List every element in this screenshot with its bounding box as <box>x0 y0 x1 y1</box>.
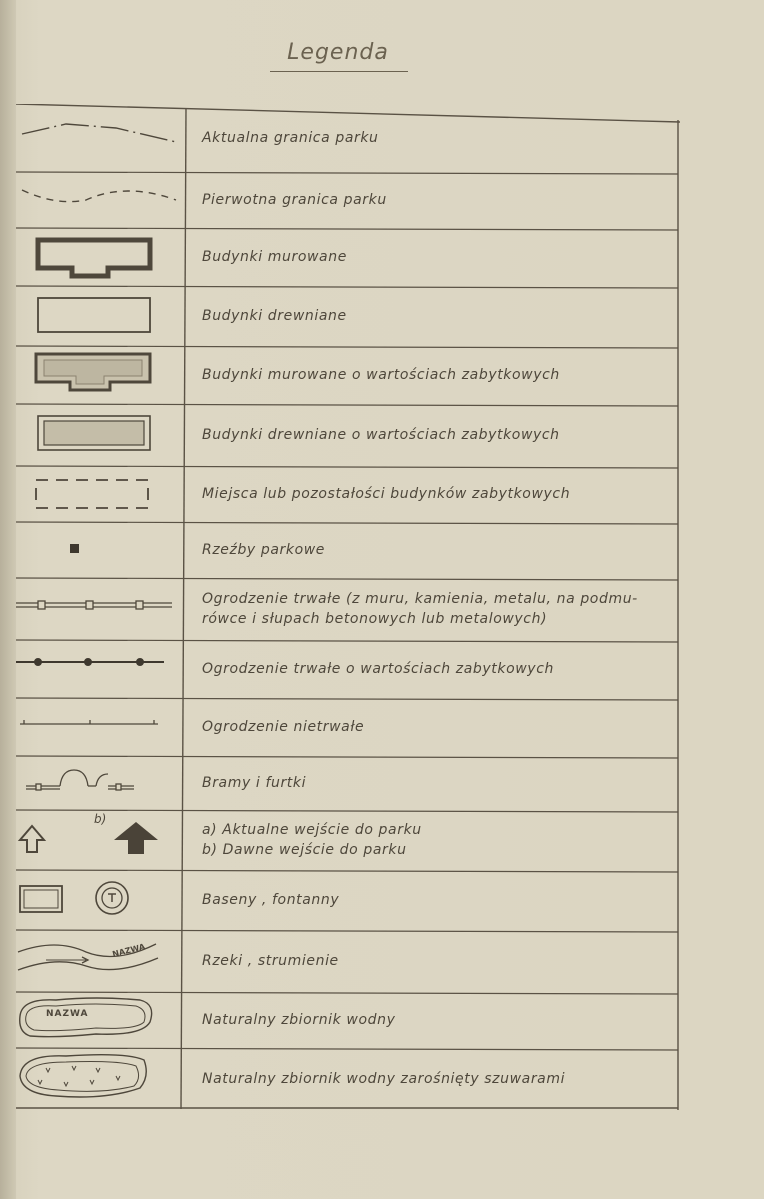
legend-label <box>202 578 676 640</box>
wooden-building-icon <box>16 286 182 346</box>
legend-label: Aktualna granica parku <box>202 130 379 146</box>
legend-row-pond <box>16 992 680 1048</box>
legend-row-reedy-pond <box>16 1048 680 1110</box>
legend-label: Pierwotna granica parku <box>202 192 387 208</box>
legend-label: Budynki drewniane o wartościach zabytkowych <box>202 427 560 443</box>
legend-row-historic-remains <box>16 466 680 522</box>
legend-label: Naturalny zbiornik wodny <box>202 1012 396 1028</box>
entrance-b-mark: b) <box>94 812 107 826</box>
legend-label: Rzeźby parkowe <box>202 542 326 558</box>
legend-label-line: rówce i słupach betonowych lub metalowych) <box>202 611 548 627</box>
legend-row-masonry-buildings <box>16 228 680 286</box>
legend-row-gates <box>16 756 680 810</box>
legend-label-line: a) Aktualne wejście do parku <box>202 822 422 838</box>
river-icon <box>16 930 182 992</box>
legend-label <box>202 810 676 870</box>
pool-fountain-icon <box>16 870 182 930</box>
historic-wooden-building-icon <box>16 404 182 466</box>
legend-label: Naturalny zbiornik wodny zarośnięty szuwarami <box>202 1071 566 1087</box>
legend-row-historic-wooden <box>16 404 680 466</box>
legend-row-permanent-fence <box>16 578 680 640</box>
legend-label-line: b) Dawne wejście do parku <box>202 842 407 858</box>
legend-row-historic-masonry <box>16 346 680 404</box>
page-title: Legenda <box>287 40 389 65</box>
pond-name-label: NAZWA <box>46 1009 89 1019</box>
legend-label: Ogrodzenie trwałe o wartościach zabytkowych <box>202 661 554 677</box>
permanent-fence-icon <box>16 578 182 640</box>
historic-site-remains-icon <box>16 466 182 522</box>
legend-row-original-boundary <box>16 172 680 228</box>
legend-label: Budynki murowane <box>202 249 347 265</box>
legend-row-temporary-fence <box>16 698 680 756</box>
gate-icon <box>16 756 182 810</box>
boundary-original-icon <box>16 172 182 228</box>
legend-row-historic-fence <box>16 640 680 698</box>
historic-masonry-building-icon <box>16 346 182 404</box>
sculpture-icon <box>16 522 182 578</box>
river-name-label: NAZWA <box>111 942 146 959</box>
legend-label: Budynki drewniane <box>202 308 347 324</box>
legend-row-pools <box>16 870 680 930</box>
temporary-fence-icon <box>16 698 182 756</box>
legend-label: Bramy i furtki <box>202 775 307 791</box>
page-binding-edge <box>0 0 16 1199</box>
legend-row-current-boundary <box>16 104 680 172</box>
reedy-pond-icon <box>16 1048 182 1110</box>
legend-label: Ogrodzenie nietrwałe <box>202 719 365 735</box>
legend-label: Rzeki , strumienie <box>202 953 339 969</box>
masonry-building-icon <box>16 228 182 286</box>
title-underline <box>270 71 408 72</box>
legend-row-sculptures <box>16 522 680 578</box>
legend-label: Budynki murowane o wartościach zabytkowych <box>202 367 560 383</box>
legend-table <box>16 104 680 1110</box>
legend-row-rivers <box>16 930 680 992</box>
legend-label: Miejsca lub pozostałości budynków zabytkowych <box>202 486 571 502</box>
legend-row-entrances <box>16 810 680 870</box>
pond-icon <box>16 992 182 1048</box>
historic-fence-icon <box>16 640 182 698</box>
legend-label-line: Ogrodzenie trwałe (z muru, kamienia, metalu, na podmu- <box>202 591 638 607</box>
legend-row-wooden-buildings <box>16 286 680 346</box>
entrance-arrows-icon <box>16 810 182 870</box>
boundary-current-icon <box>16 104 182 172</box>
legend-label: Baseny , fontanny <box>202 892 340 908</box>
